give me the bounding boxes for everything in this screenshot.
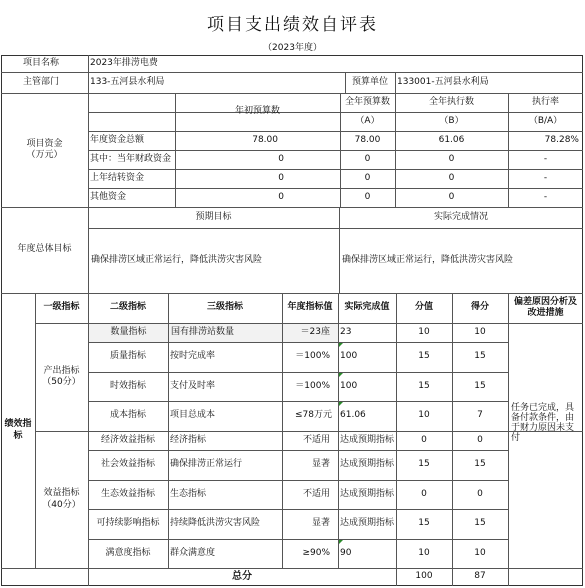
target-cell: ≥90%	[302, 547, 330, 558]
target-cell: 不适用	[302, 434, 330, 445]
performance-side-label: 绩效指标	[4, 419, 32, 441]
level3-cell: 支付及时率	[170, 380, 216, 391]
fund-row-initial: 78.00	[252, 134, 278, 145]
target-cell: 显著	[311, 459, 330, 470]
score-cell: 10	[474, 326, 486, 337]
fund-row-exec: 0	[448, 153, 455, 164]
dept-value: 133-五河县水利局	[90, 76, 165, 87]
fund-row-rate: -	[543, 153, 548, 164]
level3-cell: 经济指标	[170, 434, 207, 445]
score-cell: 7	[477, 410, 483, 421]
total-weight: 100	[415, 571, 433, 582]
level2-cell: 满意度指标	[105, 547, 151, 558]
level1-header: 一级指标	[43, 302, 80, 313]
project-name-label: 项目名称	[23, 57, 60, 68]
total-label: 总分	[232, 570, 252, 582]
fund-row-annual: 0	[364, 153, 371, 164]
score-cell: 15	[474, 351, 486, 362]
level3-cell: 生态指标	[170, 488, 207, 499]
fund-row-label: 年度资金总额	[90, 134, 145, 145]
level3-cell: 群众满意度	[170, 547, 216, 558]
actual-cell: 达成预期指标	[340, 518, 395, 529]
fund-row-rate: 78.28%	[544, 134, 579, 145]
fund-row-label: 其他资金	[90, 191, 127, 202]
actual-header: 实际完成值	[344, 302, 390, 313]
actual-goal-header: 实际完成情况	[433, 211, 488, 222]
cell-marker-icon	[339, 540, 343, 544]
fund-row-label: 上年结转资金	[90, 172, 145, 183]
target-cell: ≤78万元	[295, 410, 332, 421]
actual-goal-text: 确保排涝区域正常运行，降低洪涝灾害风险	[342, 254, 514, 265]
weight-cell: 10	[418, 547, 430, 558]
funds-label: 项目资金 （万元）	[26, 138, 63, 160]
target-cell: 显著	[311, 518, 330, 529]
score-header: 得分	[470, 302, 489, 313]
actual-cell: 达成预期指标	[340, 488, 395, 499]
total-score: 87	[474, 571, 486, 582]
fund-row-initial: 0	[278, 191, 284, 202]
level2-cell: 成本指标	[109, 410, 146, 421]
project-name-value: 2023年排涝电费	[90, 57, 158, 68]
rate-header: 执行率	[531, 96, 559, 107]
fund-row-initial: 0	[278, 153, 284, 164]
cell-marker-icon	[339, 343, 343, 347]
score-cell: 15	[474, 459, 486, 470]
cell-marker-icon	[339, 402, 343, 406]
target-cell: ＝23座	[283, 324, 338, 342]
fund-row-annual: 78.00	[354, 134, 381, 145]
cell-marker-icon	[339, 373, 343, 377]
annual-goal-label: 年度总体目标	[17, 244, 72, 255]
annual-budget-header: 全年预算数	[344, 96, 390, 107]
weight-cell: 15	[418, 351, 430, 362]
weight-cell: 15	[418, 518, 430, 529]
level2-cell: 社会效益指标	[100, 459, 155, 470]
annual-budget-sub: （A）	[355, 115, 380, 126]
actual-cell: 90	[340, 547, 352, 558]
fund-row-label: 其中：当年财政资金	[90, 153, 172, 164]
budget-unit-label: 预算单位	[351, 76, 388, 87]
level2-cell: 数量指标	[89, 324, 168, 342]
weight-cell: 10	[418, 410, 430, 421]
weight-cell: 15	[418, 380, 430, 391]
expected-goal-text: 确保排涝区域正常运行，降低洪涝灾害风险	[91, 254, 263, 265]
level3-cell: 确保排涝正常运行	[170, 459, 243, 470]
level3-cell: 项目总成本	[170, 410, 216, 421]
target-cell: ＝100%	[295, 351, 330, 362]
weight-cell: 15	[418, 459, 430, 470]
level3-header: 三级指标	[206, 302, 243, 313]
page-title: 项目支出绩效自评表	[207, 15, 378, 35]
level2-cell: 时效指标	[109, 380, 146, 391]
score-cell: 10	[474, 547, 486, 558]
executed-sub: （B）	[439, 115, 464, 126]
actual-cell: 100	[340, 351, 358, 362]
weight-header: 分值	[414, 302, 433, 313]
dept-label: 主管部门	[23, 76, 60, 87]
reason-header: 偏差原因分析及改进措施	[513, 296, 577, 318]
level3-cell: 持续降低洪涝灾害风险	[170, 518, 261, 529]
actual-cell: 达成预期指标	[340, 434, 395, 445]
score-cell: 15	[474, 518, 486, 529]
fund-row-annual: 0	[364, 191, 371, 202]
actual-cell: 100	[340, 380, 358, 391]
level2-cell: 质量指标	[109, 351, 146, 362]
weight-cell: 10	[418, 326, 430, 337]
level2-cell: 生态效益指标	[100, 488, 155, 499]
level3-cell: 按时完成率	[170, 351, 216, 362]
expected-goal-header: 预期目标	[195, 211, 232, 222]
level2-header: 二级指标	[109, 302, 146, 313]
fund-row-exec: 61.06	[438, 134, 465, 145]
actual-cell: 23	[340, 326, 352, 337]
fund-row-rate: -	[543, 172, 548, 183]
fund-row-rate: -	[543, 191, 548, 202]
output-group-label: 产出指标（50分）	[42, 365, 81, 387]
rate-sub: （B/A）	[528, 115, 563, 126]
score-cell: 0	[477, 434, 483, 445]
level2-cell: 经济效益指标	[100, 434, 155, 445]
year-note: （2023年度）	[263, 43, 322, 53]
budget-unit-value: 133001-五河县水利局	[397, 76, 489, 87]
score-cell: 15	[474, 380, 486, 391]
level3-cell: 国有排涝站数量	[169, 324, 282, 342]
target-header: 年度指标值	[287, 302, 333, 313]
score-cell: 0	[477, 488, 483, 499]
level2-cell: 可持续影响指标	[96, 518, 160, 529]
initial-budget-header: 年初预算数	[234, 106, 280, 117]
fund-row-exec: 0	[448, 172, 455, 183]
actual-cell: 61.06	[340, 410, 366, 421]
benefit-group-label: 效益指标（40分）	[42, 488, 81, 510]
target-cell: ＝100%	[295, 380, 330, 391]
weight-cell: 0	[421, 434, 427, 445]
executed-header: 全年执行数	[428, 96, 474, 107]
target-cell: 不适用	[302, 488, 330, 499]
weight-cell: 0	[421, 488, 427, 499]
fund-row-annual: 0	[364, 172, 371, 183]
fund-row-initial: 0	[278, 172, 284, 183]
actual-cell: 达成预期指标	[340, 459, 395, 470]
deviation-reason-cell: 任务已完成，具备付款条件，由于财力原因未支付	[511, 403, 575, 443]
fund-row-exec: 0	[448, 191, 455, 202]
